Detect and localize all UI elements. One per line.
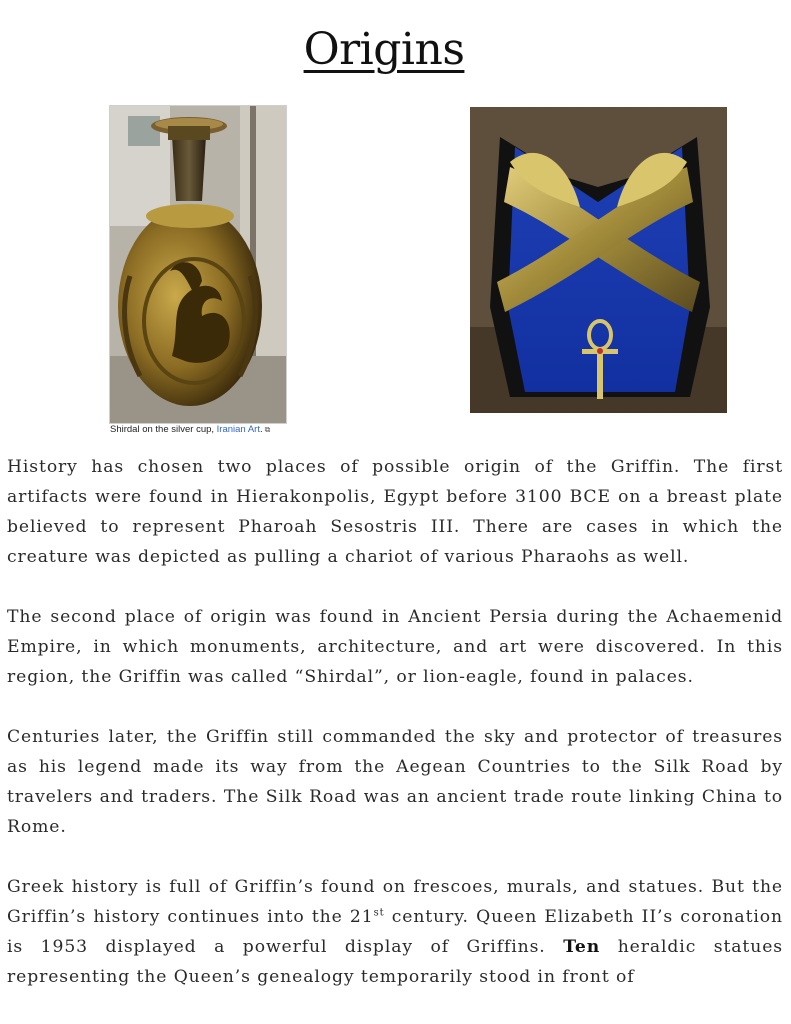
figure-caption bbox=[110, 424, 310, 435]
egyptian-breastplate-image bbox=[470, 107, 727, 413]
paragraph-2: The second place of origin was found in Ancient Persia during the Achaemenid Empire, in which monuments, architecture, and art were discovered. In this region, the Griffin was called “Shirdal”, or lion-eagle, found in palaces. bbox=[7, 607, 783, 687]
shirdal-cup-image bbox=[109, 105, 287, 424]
paragraph-4-part3: heraldic statues representing the Queen’s genealogy temporarily stood in front of bbox=[7, 937, 783, 987]
paragraph-3: Centuries later, the Griffin still commanded the sky and protector of treasures as his legend made its way from the Aegean Countries to the Silk Road by travelers and traders. The Silk Road was an ancient trade route linking China to Rome. bbox=[7, 727, 783, 837]
paragraph-4-part2: century. Queen Elizabeth II’s coronation is 1953 displayed a powerful display of Griffins. bbox=[7, 907, 783, 957]
ordinal-suffix: st bbox=[373, 907, 385, 919]
iranian-art-link[interactable]: Iranian Art bbox=[216, 424, 260, 435]
bold-word: Ten bbox=[563, 937, 601, 957]
caption-text: Shirdal on the silver cup, bbox=[110, 424, 217, 435]
external-link-icon[interactable]: ⧉ bbox=[264, 425, 271, 434]
article-body bbox=[7, 452, 783, 1022]
paragraph-4-part1: Greek history is full of Griffin’s found on frescoes, murals, and statues. But the Griffin’s history continues into the 21 bbox=[7, 877, 783, 927]
paragraph-4 bbox=[7, 872, 783, 992]
paragraph-1: History has chosen two places of possible origin of the Griffin. The first artifacts were found in Hierakonpolis, Egypt before 3100 BCE on a breast plate believed to represent Pharoah Sesostris III. There are cases in which the creature was depicted as pulling a chariot of various Pharaohs as well. bbox=[7, 457, 783, 567]
page-title: Origins bbox=[303, 24, 465, 75]
caption-suffix: . bbox=[259, 424, 263, 435]
